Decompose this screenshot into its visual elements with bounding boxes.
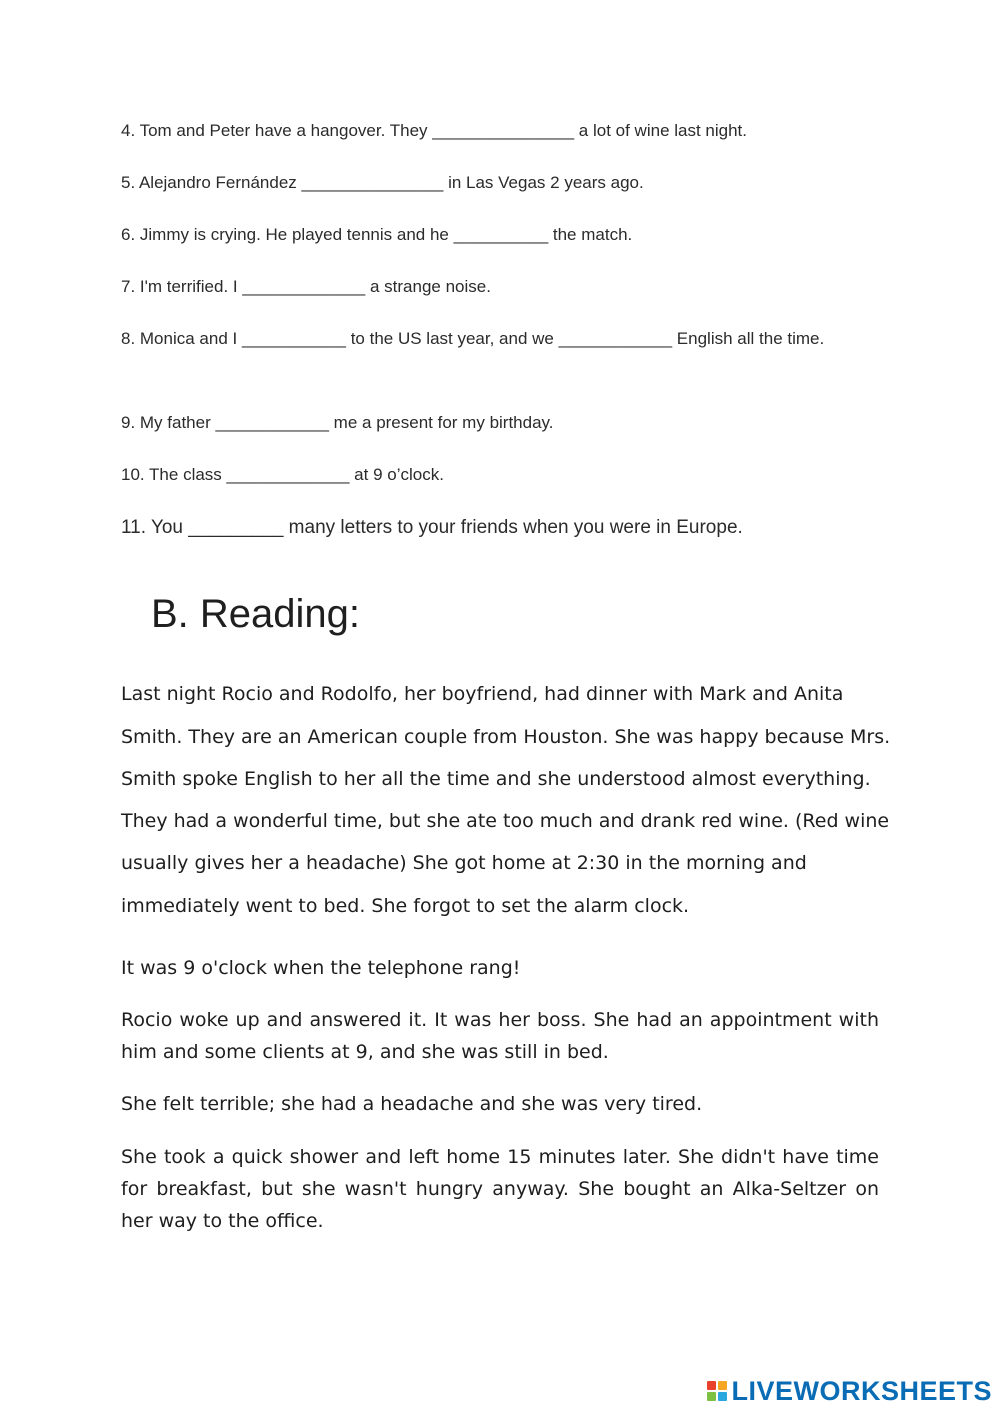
question-7: 7. I'm terrified. I _____________ a strange noise. bbox=[121, 271, 491, 303]
reading-paragraph: She took a quick shower and left home 15 minutes later. She didn't have time for breakfast, but she wasn't hungry anyway. She bought an Alka-Seltzer on her way to the office. bbox=[121, 1146, 879, 1232]
answer-blank-10[interactable]: _____________ bbox=[226, 465, 350, 484]
section-heading: B. Reading: bbox=[151, 592, 361, 636]
logo-grid-icon bbox=[707, 1381, 727, 1401]
answer-blank-11[interactable]: _________ bbox=[188, 517, 284, 538]
reading-paragraph: Rocio woke up and answered it. It was her boss. She had an appointment with him and some clients at 9, and she was still in bed. bbox=[121, 1009, 879, 1063]
reading-paragraph: It was 9 o'clock when the telephone rang! bbox=[121, 957, 521, 979]
answer-blank-5[interactable]: _______________ bbox=[301, 173, 444, 192]
answer-blank-8a[interactable]: ___________ bbox=[241, 329, 346, 348]
question-5: 5. Alejandro Fernández _______________ in Las Vegas 2 years ago. bbox=[121, 167, 644, 199]
reading-line: Smith spoke English to her all the time and she understood almost everything. bbox=[121, 768, 871, 790]
reading-paragraph: She felt terrible; she had a headache and she was very tired. bbox=[121, 1093, 703, 1115]
question-10: 10. The class _____________ at 9 o’clock. bbox=[121, 459, 444, 491]
reading-line: usually gives her a headache) She got home at 2:30 in the morning and bbox=[121, 852, 807, 874]
answer-blank-8b[interactable]: ____________ bbox=[558, 329, 673, 348]
reading-line: Smith. They are an American couple from Houston. She was happy because Mrs. bbox=[121, 726, 891, 748]
answer-blank-9[interactable]: ____________ bbox=[215, 413, 329, 432]
question-4: 4. Tom and Peter have a hangover. They _______________ a lot of wine last night. bbox=[121, 115, 747, 147]
answer-blank-6[interactable]: __________ bbox=[453, 225, 549, 244]
liveworksheets-logo bbox=[707, 1374, 992, 1408]
question-11: 11. You _________ many letters to your friends when you were in Europe. bbox=[121, 512, 743, 544]
answer-blank-4[interactable]: _______________ bbox=[432, 121, 575, 140]
reading-line: Last night Rocio and Rodolfo, her boyfriend, had dinner with Mark and Anita bbox=[121, 683, 844, 705]
question-9: 9. My father ____________ me a present for my birthday. bbox=[121, 407, 554, 439]
question-6: 6. Jimmy is crying. He played tennis and he __________ the match. bbox=[121, 219, 632, 251]
reading-line: They had a wonderful time, but she ate too much and drank red wine. (Red wine bbox=[121, 810, 890, 832]
question-8: 8. Monica and I ___________ to the US last year, and we ____________ English all the time. bbox=[121, 323, 861, 355]
answer-blank-7[interactable]: _____________ bbox=[242, 277, 366, 296]
brand-name: LIVEWORKSHEETS bbox=[731, 1375, 992, 1406]
reading-line: immediately went to bed. She forgot to set the alarm clock. bbox=[121, 895, 690, 917]
